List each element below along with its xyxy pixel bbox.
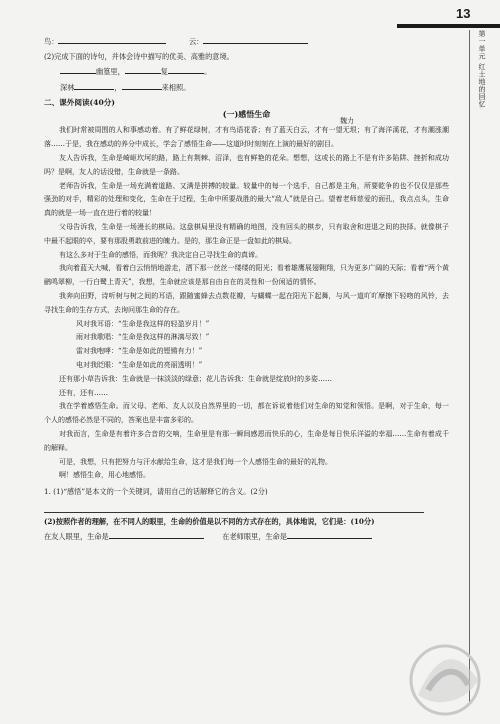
article-paragraph: 可是，我想，只有把努力与汗水献给生命，这才是我们每一个人感悟生命的最好的礼物。 xyxy=(59,457,332,466)
article-paragraph: 啊！感悟生命，用心地感悟。 xyxy=(59,471,150,480)
poem-blank-line-1 xyxy=(44,64,449,80)
poem-line: 电对我眨眼：“生命是如此的亮丽透明！” xyxy=(76,360,203,369)
poem-text: 。 xyxy=(203,67,212,77)
article-paragraph: 对我而言，生命是有着许多合音的交响，生命里是有那一瞬间感恩而快乐的心，生命是每日快乐洋溢的幸福……生命有着成千的解释。 xyxy=(44,429,449,452)
answer-blank[interactable] xyxy=(125,64,161,74)
article-paragraph: 还有，还有…… xyxy=(59,388,108,397)
poem-text: 幽篁里， xyxy=(96,67,125,77)
poem-text: 深林 xyxy=(60,82,75,92)
poem-text: 来相照。 xyxy=(161,82,191,92)
answer-blank[interactable] xyxy=(168,64,204,74)
answer-blank[interactable] xyxy=(122,80,162,90)
poem-text: ， xyxy=(114,82,122,92)
answer-blank[interactable] xyxy=(58,34,166,44)
page-number: 13 xyxy=(456,6,471,21)
article-paragraph: 有这么多对于生命的感悟，而我呢？我决定自己寻找生命的真谛。 xyxy=(59,250,262,259)
poem-blank-line-2 xyxy=(44,80,449,96)
article-title: (一)感悟生命 xyxy=(222,109,271,120)
side-tab: 第一单元 红土地的回忆 xyxy=(478,30,486,108)
q2-cloud-label: 云： xyxy=(188,37,204,46)
q2-bird-label: 鸟： xyxy=(44,37,59,46)
answer-blank[interactable] xyxy=(203,34,308,44)
article-paragraph: 友人告诉我，生命是崎岖坎坷的路，路上有荆棘、沼泽，也有鲜艳的花朵。想想，这或长的路上不是有许多陷阱、挫折和成功吗？是啊，友人的话没错，生命就是一条路。 xyxy=(44,153,449,176)
top-rule xyxy=(397,24,500,28)
answer-blank[interactable] xyxy=(109,529,204,539)
teacher-view-label: 在老师眼里，生命是 xyxy=(222,532,287,542)
article-paragraph: 还有那小草告诉我：生命就是一抹淡淡的绿意；花儿告诉我：生命就是绽放时的多姿…… xyxy=(59,374,332,383)
answer-blank[interactable] xyxy=(60,64,96,74)
friend-view-label: 在友人眼里，生命是 xyxy=(44,532,109,542)
answer-blank[interactable] xyxy=(287,529,372,539)
poem-line: 风对我耳语：“生命是我这样的轻盈岁月！” xyxy=(76,319,210,328)
article-paragraph: 老师告诉我，生命是一场充满着道路、又满是拼搏的较量。较量中的每一个选手，自己都是主角，所要乾争的也不仅仅是那些强劲的对手，精彩的处理和变化，生命在于过程，生命中所要战胜的最大“敌人”就是自己。望着老师慈爱的面孔，我点点头，生命真的就是一场一直在进行着的较量！ xyxy=(44,181,449,218)
article-paragraph: 我奔向田野，诗听树与树之间的耳语，跟随蜜蜂去点数花瓣，与蝴蝶一起在阳光下起舞，与风一道吖吖摩擦下轻吻的风铃，去寻找生命的生存方式，去询问那生命的存在。 xyxy=(44,291,449,314)
article-paragraph: 父母告诉我，生命是一场漫长的棋局。这盘棋局里没有精确的地图，没有回头的棋步，只有取舍和进退之间的抉择。就像棋子中最不起眼的卒，要有那股勇敢前进的魄力。是的，那生命正是一盘如此的棋局。 xyxy=(44,222,449,245)
question-1: 1. (1)“感悟”是本文的一个关键词，请用自己的话解释它的含义。(2分) xyxy=(44,487,268,497)
poem-line: 雷对我咆哮：“生命是如此的铿锵有力！” xyxy=(76,347,203,356)
q2-instruction: (2)完成下面的诗句，并体会诗中描写的优美、高雅的意境。 xyxy=(44,51,234,61)
question-2: (2)按照作者的理解，在不同人的眼里，生命的价值是以不同的方式存在的，具体地说，它们是：(10分) xyxy=(44,516,375,526)
page-content xyxy=(44,34,449,545)
side-divider xyxy=(469,30,470,705)
question-2-answers xyxy=(44,529,449,545)
q2-row1 xyxy=(44,34,449,50)
answer-line[interactable] xyxy=(44,500,424,513)
article-author: 魏力 xyxy=(340,117,354,126)
article-paragraph: 我在学着感悟生命。而父母、老师、友人以及自然界里的一切，都在诉说着他们对生命的知觉和领悟。是啊，对于生命，每一个人的感悟必然是不同的，答案也是丰富多彩的。 xyxy=(44,402,449,425)
decorative-stamp xyxy=(398,640,493,720)
article-paragraph: 我们时常被周围的人和事感动着。有了鲜花绿树，才有鸟语花香；有了蓝天白云，才有一望无垠；有了海洋溪花，才有潮涨潮落……于是，我在感动的养分中成长，学会了感悟生命——这道时时刻刻在上演的最好的剧目。 xyxy=(44,126,449,149)
article-paragraph: 我向着蓝天大喊，看着白云悄悄地游走，洒下那一丝丝一缕缕的阳光；看着雄鹰展翅翱翔，只为更多广阔的天际；看着“两个黄鹂鸣翠柳，一行白鹭上青天”，我想，生命就应该是那自由自在的灵性和一份闲适的情怀。 xyxy=(44,264,449,287)
section-heading: 二、课外阅读(40分) xyxy=(44,98,115,108)
poem-text: 复 xyxy=(160,67,168,77)
answer-blank[interactable] xyxy=(74,80,114,90)
poem-line: 雨对我歌唱：“生命是我这样的淋漓尽致！” xyxy=(76,333,210,342)
